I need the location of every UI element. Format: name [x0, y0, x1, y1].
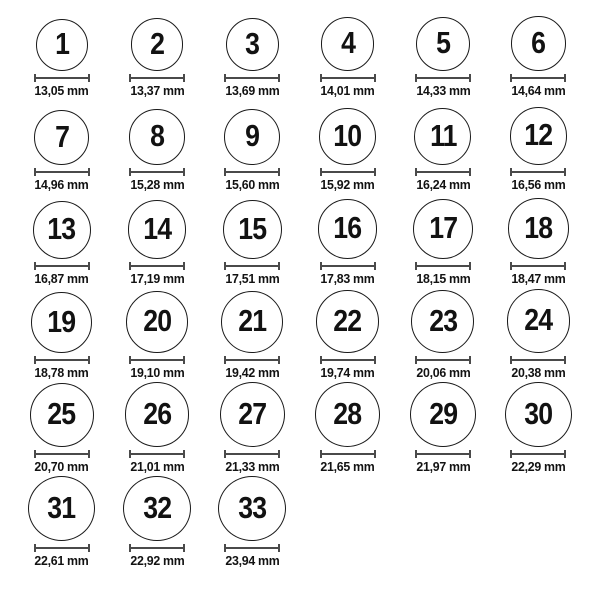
diameter-label: 16,56 mm [511, 176, 566, 192]
ring-circle [321, 17, 375, 71]
diameter-label: 19,74 mm [320, 364, 375, 380]
diameter-label: 18,47 mm [511, 270, 566, 286]
ring-number: 20 [143, 303, 171, 339]
ring-number: 4 [340, 25, 355, 61]
ring-number: 10 [333, 117, 362, 153]
ring-size-item [14, 382, 109, 476]
ring-number: 16 [333, 210, 362, 246]
diameter-measure-line [224, 168, 280, 176]
ring-size-item [109, 100, 204, 194]
diameter-measure-line [129, 74, 185, 82]
ring-circle [36, 19, 88, 71]
diameter-label: 21,65 mm [320, 458, 375, 474]
ring-circle [123, 476, 191, 541]
ring-number: 11 [429, 117, 457, 153]
ring-circle [505, 382, 572, 447]
diameter-measure-line [510, 74, 566, 82]
diameter-measure-line [129, 544, 185, 552]
diameter-label: 14,64 mm [511, 82, 566, 98]
diameter-label: 18,78 mm [34, 364, 89, 380]
ring-circle [224, 109, 280, 165]
ring-size-item [395, 194, 490, 288]
diameter-label: 17,83 mm [320, 270, 375, 286]
ring-row [14, 194, 586, 288]
ring-size-item [14, 6, 109, 100]
ring-circle [34, 110, 89, 165]
diameter-measure-line [129, 450, 185, 458]
diameter-measure-line [224, 450, 280, 458]
ring-number: 23 [428, 302, 457, 338]
ring-number: 1 [54, 26, 69, 62]
diameter-label: 17,51 mm [225, 270, 280, 286]
diameter-measure-line [320, 262, 376, 270]
diameter-measure-line [320, 450, 376, 458]
diameter-label: 15,28 mm [129, 176, 184, 192]
diameter-measure-line [129, 356, 185, 364]
ring-size-item [395, 288, 490, 382]
ring-circle [318, 199, 378, 259]
diameter-label: 21,97 mm [415, 458, 470, 474]
diameter-measure-line [415, 74, 471, 82]
ring-size-item [300, 100, 395, 194]
ring-size-item [395, 100, 490, 194]
diameter-measure-line [320, 356, 376, 364]
diameter-measure-line [34, 168, 90, 176]
diameter-label: 15,60 mm [225, 176, 280, 192]
diameter-label: 16,24 mm [415, 176, 470, 192]
ring-circle [126, 291, 188, 353]
ring-circle [414, 108, 471, 165]
ring-circle [131, 18, 184, 71]
diameter-label: 21,01 mm [129, 458, 184, 474]
ring-size-item [205, 100, 300, 194]
diameter-label: 15,92 mm [320, 176, 375, 192]
diameter-label: 16,87 mm [34, 270, 89, 286]
diameter-measure-line [510, 450, 566, 458]
ring-size-item [109, 194, 204, 288]
ring-circle [223, 200, 282, 259]
ring-size-item [109, 382, 204, 476]
diameter-measure-line [34, 356, 90, 364]
ring-circle [226, 18, 279, 71]
ring-number: 9 [245, 118, 260, 154]
diameter-label: 20,38 mm [511, 364, 566, 380]
ring-circle [507, 289, 571, 353]
ring-circle [410, 382, 476, 447]
ring-number: 3 [245, 25, 260, 61]
ring-number: 25 [47, 396, 76, 432]
ring-row [14, 382, 586, 476]
ring-size-item [300, 382, 395, 476]
diameter-label: 14,33 mm [415, 82, 470, 98]
ring-number: 12 [524, 117, 553, 153]
ring-circle [221, 291, 283, 353]
ring-number: 22 [333, 302, 362, 338]
ring-number: 31 [47, 489, 76, 525]
ring-number: 18 [524, 209, 553, 245]
diameter-measure-line [224, 356, 280, 364]
ring-circle [511, 16, 566, 71]
diameter-label: 19,42 mm [225, 364, 280, 380]
ring-size-item [205, 382, 300, 476]
diameter-measure-line [415, 356, 471, 364]
ring-circle [510, 107, 568, 165]
ring-number: 8 [149, 118, 164, 154]
diameter-measure-line [320, 74, 376, 82]
ring-row [14, 288, 586, 382]
ring-circle [31, 292, 92, 353]
ring-size-item [300, 288, 395, 382]
diameter-label: 14,01 mm [320, 82, 375, 98]
ring-number: 15 [238, 210, 267, 246]
diameter-measure-line [34, 450, 90, 458]
diameter-label: 18,15 mm [415, 270, 470, 286]
diameter-label: 23,94 mm [225, 552, 280, 568]
ring-number: 27 [238, 395, 267, 431]
ring-size-item [491, 382, 586, 476]
ring-size-item [491, 6, 586, 100]
ring-size-item [491, 194, 586, 288]
diameter-measure-line [224, 262, 280, 270]
ring-row [14, 6, 586, 100]
diameter-measure-line [415, 262, 471, 270]
diameter-label: 22,29 mm [511, 458, 566, 474]
ring-size-item [14, 100, 109, 194]
ring-circle [315, 382, 381, 447]
diameter-measure-line [510, 356, 566, 364]
ring-row [14, 476, 586, 570]
diameter-label: 17,19 mm [129, 270, 184, 286]
ring-number: 33 [238, 490, 267, 526]
ring-size-item [491, 288, 586, 382]
ring-size-item [14, 194, 109, 288]
ring-row [14, 100, 586, 194]
diameter-label: 14,96 mm [34, 176, 89, 192]
diameter-measure-line [510, 262, 566, 270]
ring-circle [319, 108, 376, 165]
diameter-measure-line [129, 262, 185, 270]
diameter-label: 20,70 mm [34, 458, 89, 474]
diameter-label: 13,37 mm [129, 82, 184, 98]
ring-size-item [491, 100, 586, 194]
ring-size-item [14, 476, 109, 570]
ring-number: 26 [143, 395, 171, 431]
ring-circle [416, 17, 470, 71]
ring-circle [411, 290, 474, 353]
ring-size-item [300, 194, 395, 288]
diameter-label: 22,61 mm [34, 552, 89, 568]
diameter-measure-line [34, 74, 90, 82]
ring-size-item [205, 6, 300, 100]
ring-size-item [109, 6, 204, 100]
diameter-label: 13,69 mm [225, 82, 280, 98]
ring-number: 24 [524, 302, 553, 338]
ring-number: 17 [428, 210, 457, 246]
ring-circle [316, 290, 379, 353]
ring-number: 5 [435, 25, 450, 61]
diameter-measure-line [224, 74, 280, 82]
diameter-measure-line [320, 168, 376, 176]
ring-number: 7 [54, 118, 69, 154]
ring-number: 13 [47, 211, 76, 247]
diameter-label: 21,33 mm [225, 458, 280, 474]
ring-number: 32 [143, 490, 171, 525]
ring-size-item [109, 288, 204, 382]
diameter-measure-line [34, 262, 90, 270]
ring-circle [218, 476, 286, 541]
ring-circle [128, 200, 187, 259]
diameter-measure-line [415, 168, 471, 176]
ring-size-item [14, 288, 109, 382]
ring-size-item [205, 476, 300, 570]
ring-circle [129, 109, 185, 165]
ring-number: 30 [524, 395, 553, 431]
ring-circle [508, 198, 569, 259]
ring-circle [220, 382, 285, 447]
ring-size-item [205, 194, 300, 288]
ring-number: 19 [47, 303, 76, 339]
ring-number: 28 [333, 395, 362, 431]
diameter-label: 22,92 mm [129, 552, 184, 568]
diameter-measure-line [34, 544, 90, 552]
ring-number: 6 [531, 24, 546, 60]
diameter-measure-line [415, 450, 471, 458]
diameter-label: 20,06 mm [415, 364, 470, 380]
ring-circle [413, 199, 473, 259]
ring-number: 14 [143, 210, 171, 246]
ring-circle [28, 476, 95, 541]
ring-size-item [395, 6, 490, 100]
diameter-measure-line [129, 168, 185, 176]
ring-size-item [300, 6, 395, 100]
diameter-measure-line [510, 168, 566, 176]
ring-size-item [205, 288, 300, 382]
diameter-measure-line [224, 544, 280, 552]
diameter-label: 13,05 mm [34, 82, 89, 98]
ring-circle [30, 383, 94, 447]
ring-circle [125, 382, 190, 447]
ring-number: 29 [428, 395, 457, 431]
ring-size-item [109, 476, 204, 570]
diameter-label: 19,10 mm [129, 364, 184, 380]
ring-number: 2 [149, 25, 164, 61]
ring-circle [33, 201, 91, 259]
ring-size-item [395, 382, 490, 476]
ring-number: 21 [238, 303, 267, 339]
